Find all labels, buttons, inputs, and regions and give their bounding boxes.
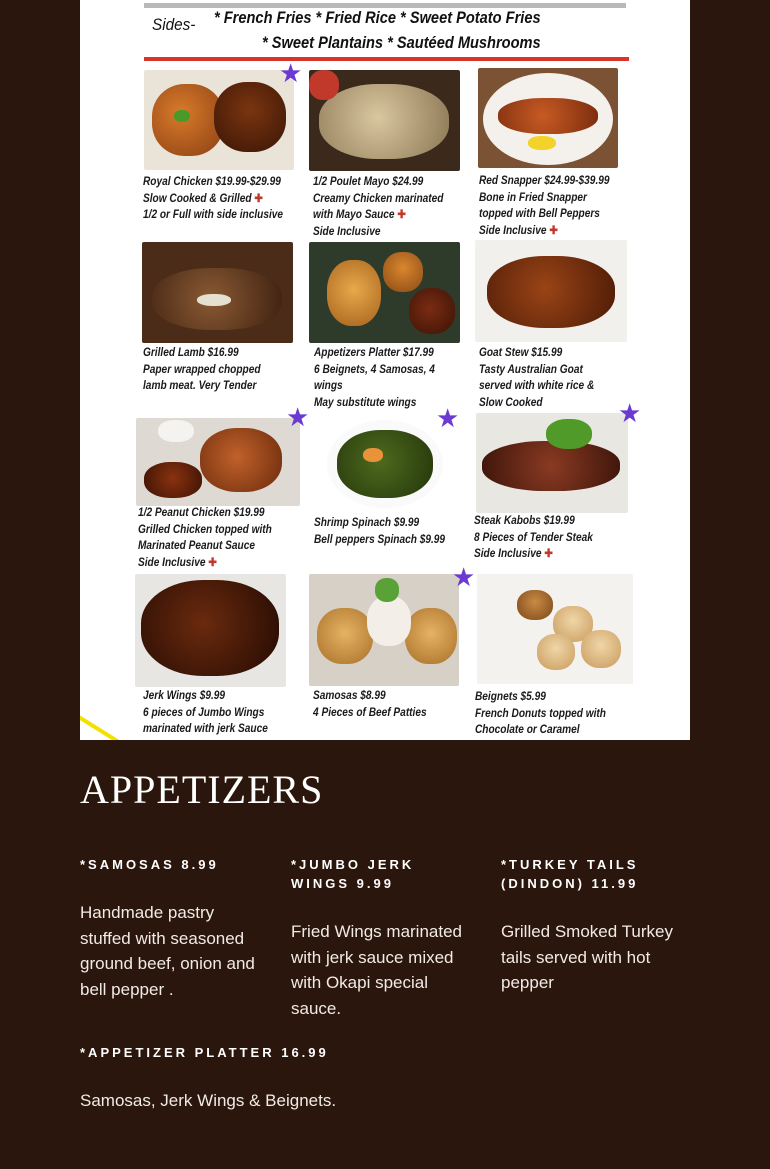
caption-shrimp-spinach: Shrimp Spinach $9.99 Bell peppers Spinach $9.99 (314, 517, 446, 546)
sides-title: Sides- (152, 15, 196, 34)
steak-kabobs-photo (476, 413, 628, 513)
menu-item-samosas (80, 855, 265, 1002)
menu-image (80, 0, 690, 740)
royal-chicken-photo (144, 70, 294, 170)
caption-goat-stew: Goat Stew $15.99 Tasty Australian Goat served with white rice & Slow Cooked (479, 347, 595, 409)
caption-steak-kabobs: Steak Kabobs $19.99 8 Pieces of Tender Steak Side Inclusive ✚ (474, 515, 593, 560)
beignets-photo (477, 574, 633, 684)
star-icon: ★ (452, 562, 476, 592)
caption-appetizers-platter: Appetizers Platter $17.99 6 Beignets, 4 Samosas, 4 wings May substitute wings (314, 347, 435, 409)
item-description: Handmade pastry stuffed with seasoned ground beef, onion and bell pepper . (80, 903, 255, 999)
jerk-wings-photo (135, 574, 286, 687)
item-name: *JUMBO JERK WINGS 9.99 (291, 857, 415, 891)
star-icon: ★ (436, 403, 460, 433)
poulet-mayo-photo (309, 70, 460, 171)
caption-samosas: Samosas $8.99 4 Pieces of Beef Patties (313, 690, 427, 719)
item-name: *SAMOSAS 8.99 (80, 857, 219, 872)
goat-stew-photo (475, 240, 627, 342)
section-title: APPETIZERS (80, 767, 324, 812)
caption-jerk-wings: Jerk Wings $9.99 6 pieces of Jumbo Wings marinated with jerk Sauce (143, 690, 268, 735)
cross-icon: ✚ (254, 192, 263, 205)
cross-icon: ✚ (208, 556, 217, 569)
menu-item-appetizer-platter (80, 1043, 480, 1114)
caption-red-snapper: Red Snapper $24.99-$39.99 Bone in Fried Snapper topped with Bell Peppers Side Inclusive ✚ (479, 175, 610, 237)
decorative-stripe (80, 712, 126, 740)
sides-bottom-rule (144, 57, 629, 61)
sides-line-1: * French Fries * Fried Rice * Sweet Potato Fries (214, 8, 541, 27)
menu-item-turkey-tails (501, 855, 686, 996)
peanut-chicken-photo (136, 418, 300, 506)
cross-icon: ✚ (549, 224, 558, 237)
star-icon: ★ (279, 58, 303, 88)
star-icon: ★ (618, 398, 642, 428)
item-description: Grilled Smoked Turkey tails served with hot pepper (501, 922, 673, 993)
grilled-lamb-photo (142, 242, 293, 343)
appetizers-platter-photo (309, 242, 460, 343)
cross-icon: ✚ (397, 209, 406, 221)
caption-royal-chicken: Royal Chicken $19.99-$29.99 Slow Cooked & Grilled ✚ 1/2 or Full with side inclusive (143, 176, 284, 221)
item-name: *TURKEY TAILS (DINDON) 11.99 (501, 857, 639, 891)
item-name: *APPETIZER PLATTER 16.99 (80, 1045, 329, 1060)
item-description: Fried Wings marinated with jerk sauce mixed with Okapi special sauce. (291, 922, 463, 1018)
caption-grilled-lamb: Grilled Lamb $16.99 Paper wrapped chopped lamb meat. Very Tender (143, 347, 261, 392)
sides-line-2: * Sweet Plantains * Sautéed Mushrooms (262, 33, 541, 52)
shrimp-spinach-photo (323, 418, 447, 510)
caption-poulet-mayo: 1/2 Poulet Mayo $24.99 Creamy Chicken marinated with Mayo Sauce ✚ Side Inclusive (313, 176, 444, 238)
item-description: Samosas, Jerk Wings & Beignets. (80, 1091, 337, 1110)
cross-icon: ✚ (544, 548, 553, 560)
menu-item-jumbo-jerk-wings (291, 855, 476, 1021)
caption-beignets: Beignets $5.99 French Donuts topped with Chocolate or Caramel (475, 691, 606, 736)
caption-peanut-chicken: 1/2 Peanut Chicken $19.99 Grilled Chicken topped with Marinated Peanut Sauce Side Inclusive ✚ (138, 507, 272, 569)
samosas-photo (309, 574, 459, 686)
star-icon: ★ (286, 402, 310, 432)
red-snapper-photo (478, 68, 618, 168)
